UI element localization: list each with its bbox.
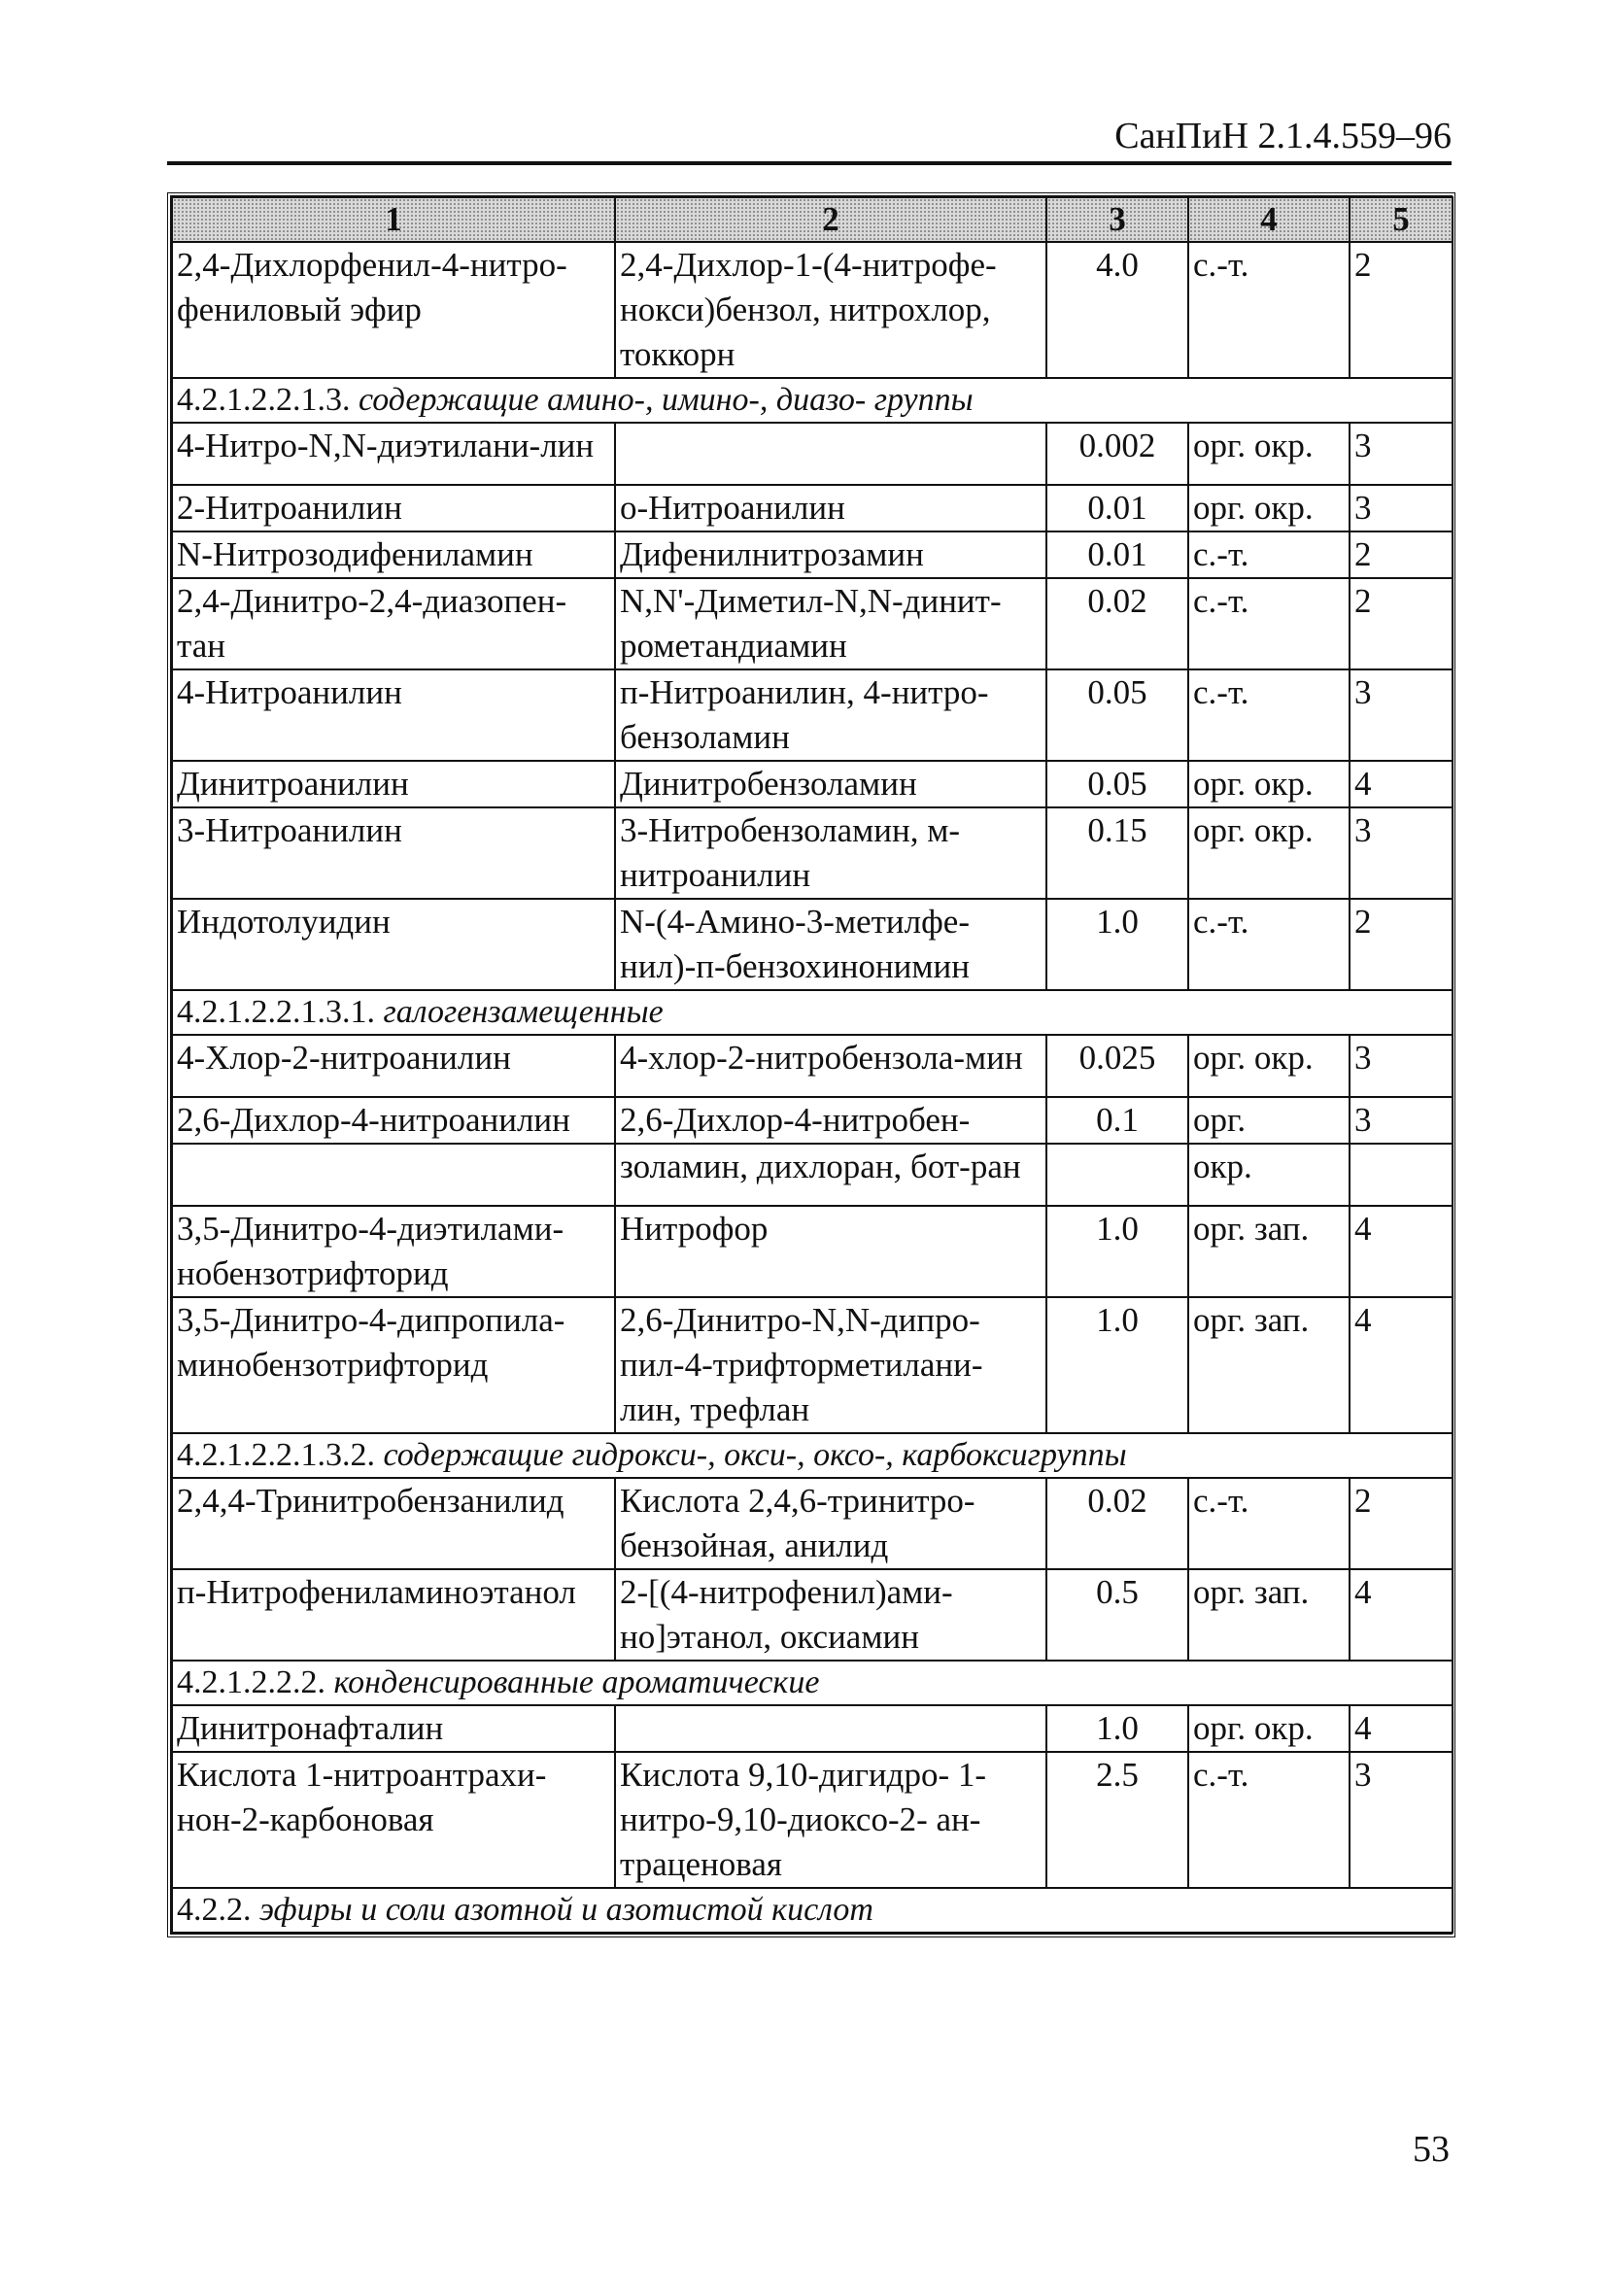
- page-header-doc-code: СанПиН 2.1.4.559–96: [1114, 116, 1452, 156]
- cell-mac-value: 0.01: [1046, 531, 1188, 578]
- table-row: [172, 1752, 1453, 1888]
- cell-synonyms: золамин, дихлоран, бот-ран: [615, 1144, 1046, 1206]
- cell-mac-value: 1.0: [1046, 899, 1188, 990]
- section-title: содержащие амино-, имино-, диазо- группы: [359, 382, 974, 418]
- cell-limiting-index: орг. зап.: [1188, 1206, 1350, 1297]
- cell-synonyms: Кислота 2,4,6-тринитро-бензойная, анилид: [615, 1478, 1046, 1569]
- column-number-1: 1: [172, 197, 615, 242]
- cell-hazard-class: 3: [1350, 1097, 1453, 1144]
- table-row: [172, 578, 1453, 669]
- section-number: 4.2.1.2.2.1.3.1.: [177, 994, 375, 1030]
- table-row: [172, 531, 1453, 578]
- column-number-2: 2: [615, 197, 1046, 242]
- cell-synonyms: [615, 1705, 1046, 1752]
- section-heading: [172, 378, 1453, 423]
- section-heading-row: [172, 990, 1453, 1035]
- cell-hazard-class: 2: [1350, 531, 1453, 578]
- cell-substance-name: п-Нитрофениламиноэтанол: [172, 1569, 615, 1661]
- table-row: [172, 669, 1453, 761]
- cell-limiting-index: орг.: [1188, 1097, 1350, 1144]
- cell-substance-name: 4-Хлор-2-нитроанилин: [172, 1035, 615, 1097]
- cell-hazard-class: 3: [1350, 485, 1453, 531]
- section-heading: [172, 1433, 1453, 1478]
- cell-mac-value: 0.1: [1046, 1097, 1188, 1144]
- cell-substance-name: Кислота 1-нитроантрахи-нон-2-карбоновая: [172, 1752, 615, 1888]
- table-row: [172, 761, 1453, 807]
- cell-limiting-index: с.-т.: [1188, 899, 1350, 990]
- column-number-3: 3: [1046, 197, 1188, 242]
- cell-substance-name: 2,4-Дихлорфенил-4-нитро-фениловый эфир: [172, 242, 615, 378]
- cell-hazard-class: 4: [1350, 1297, 1453, 1433]
- cell-limiting-index: с.-т.: [1188, 1478, 1350, 1569]
- section-number: 4.2.1.2.2.1.3.2.: [177, 1437, 375, 1473]
- section-title: эфиры и соли азотной и азотистой кислот: [259, 1892, 873, 1928]
- cell-synonyms: 3-Нитробензоламин, м-нитроанилин: [615, 807, 1046, 899]
- cell-hazard-class: 2: [1350, 242, 1453, 378]
- section-number: 4.2.2.: [177, 1892, 252, 1928]
- cell-hazard-class: 4: [1350, 1705, 1453, 1752]
- cell-hazard-class: 3: [1350, 423, 1453, 485]
- cell-mac-value: 2.5: [1046, 1752, 1188, 1888]
- cell-mac-value: 0.05: [1046, 761, 1188, 807]
- cell-synonyms: Дифенилнитрозамин: [615, 531, 1046, 578]
- cell-limiting-index: орг. окр.: [1188, 423, 1350, 485]
- cell-synonyms: о-Нитроанилин: [615, 485, 1046, 531]
- cell-mac-value: 0.025: [1046, 1035, 1188, 1097]
- section-heading: [172, 990, 1453, 1035]
- cell-hazard-class: 4: [1350, 1569, 1453, 1661]
- hygiene-norms-table: [167, 192, 1455, 1937]
- cell-limiting-index: орг. окр.: [1188, 761, 1350, 807]
- cell-substance-name: N-Нитрозодифениламин: [172, 531, 615, 578]
- cell-hazard-class: 2: [1350, 899, 1453, 990]
- cell-limiting-index: с.-т.: [1188, 669, 1350, 761]
- table-row: [172, 1478, 1453, 1569]
- cell-limiting-index: орг. окр.: [1188, 1705, 1350, 1752]
- table-row: [172, 1569, 1453, 1661]
- cell-limiting-index: с.-т.: [1188, 531, 1350, 578]
- table-row: [172, 899, 1453, 990]
- cell-mac-value: 1.0: [1046, 1705, 1188, 1752]
- section-heading-row: [172, 1888, 1453, 1933]
- cell-substance-name: 3,5-Динитро-4-дипропила-минобензотрифторид: [172, 1297, 615, 1433]
- section-number: 4.2.1.2.2.1.3.: [177, 382, 351, 418]
- cell-substance-name: Динитронафталин: [172, 1705, 615, 1752]
- cell-hazard-class: 3: [1350, 1035, 1453, 1097]
- section-number: 4.2.1.2.2.2.: [177, 1664, 325, 1700]
- cell-mac-value: 1.0: [1046, 1206, 1188, 1297]
- cell-limiting-index: окр.: [1188, 1144, 1350, 1206]
- column-number-row: [172, 197, 1453, 242]
- section-heading: [172, 1661, 1453, 1705]
- cell-mac-value: [1046, 1144, 1188, 1206]
- table-row: [172, 423, 1453, 485]
- cell-limiting-index: с.-т.: [1188, 578, 1350, 669]
- cell-limiting-index: орг. окр.: [1188, 807, 1350, 899]
- cell-substance-name: 2,6-Дихлор-4-нитроанилин: [172, 1097, 615, 1144]
- cell-mac-value: 0.002: [1046, 423, 1188, 485]
- cell-substance-name: [172, 1144, 615, 1206]
- cell-synonyms: 2,4-Дихлор-1-(4-нитрофе-нокси)бензол, нитрохлор, токкорн: [615, 242, 1046, 378]
- table-row: [172, 1297, 1453, 1433]
- section-title: галогензамещенные: [383, 994, 664, 1030]
- cell-synonyms: 2,6-Динитро-N,N-дипро-пил-4-трифторметилани-лин, трефлан: [615, 1297, 1046, 1433]
- section-title: содержащие гидрокси-, окси-, оксо-, карбоксигруппы: [383, 1437, 1127, 1473]
- cell-hazard-class: [1350, 1144, 1453, 1206]
- cell-mac-value: 0.02: [1046, 1478, 1188, 1569]
- cell-mac-value: 4.0: [1046, 242, 1188, 378]
- header-rule: [167, 161, 1452, 165]
- table-row: [172, 1144, 1453, 1206]
- cell-mac-value: 1.0: [1046, 1297, 1188, 1433]
- table-row: [172, 1097, 1453, 1144]
- cell-synonyms: Динитробензоламин: [615, 761, 1046, 807]
- cell-substance-name: 4-Нитроанилин: [172, 669, 615, 761]
- cell-hazard-class: 4: [1350, 1206, 1453, 1297]
- cell-substance-name: 4-Нитро-N,N-диэтилани-лин: [172, 423, 615, 485]
- cell-hazard-class: 2: [1350, 1478, 1453, 1569]
- cell-synonyms: N,N'-Диметил-N,N-динит-рометандиамин: [615, 578, 1046, 669]
- table-row: [172, 807, 1453, 899]
- cell-synonyms: п-Нитроанилин, 4-нитро-бензоламин: [615, 669, 1046, 761]
- cell-synonyms: 4-хлор-2-нитробензола-мин: [615, 1035, 1046, 1097]
- column-number-4: 4: [1188, 197, 1350, 242]
- cell-substance-name: Индотолуидин: [172, 899, 615, 990]
- cell-substance-name: 3,5-Динитро-4-диэтилами-нобензотрифторид: [172, 1206, 615, 1297]
- cell-limiting-index: орг. зап.: [1188, 1569, 1350, 1661]
- table-row: [172, 1035, 1453, 1097]
- section-heading-row: [172, 1661, 1453, 1705]
- cell-limiting-index: орг. зап.: [1188, 1297, 1350, 1433]
- cell-hazard-class: 3: [1350, 1752, 1453, 1888]
- cell-substance-name: 2,4,4-Тринитробензанилид: [172, 1478, 615, 1569]
- cell-synonyms: N-(4-Амино-3-метилфе-нил)-п-бензохинонимин: [615, 899, 1046, 990]
- section-heading: [172, 1888, 1453, 1933]
- cell-limiting-index: с.-т.: [1188, 1752, 1350, 1888]
- cell-hazard-class: 2: [1350, 578, 1453, 669]
- table-row: [172, 1206, 1453, 1297]
- column-number-5: 5: [1350, 197, 1453, 242]
- cell-hazard-class: 3: [1350, 807, 1453, 899]
- cell-substance-name: 2-Нитроанилин: [172, 485, 615, 531]
- cell-substance-name: Динитроанилин: [172, 761, 615, 807]
- cell-mac-value: 0.5: [1046, 1569, 1188, 1661]
- cell-synonyms: Кислота 9,10-дигидро- 1-нитро-9,10-диоксо-2- ан-траценовая: [615, 1752, 1046, 1888]
- cell-hazard-class: 3: [1350, 669, 1453, 761]
- cell-limiting-index: с.-т.: [1188, 242, 1350, 378]
- cell-limiting-index: орг. окр.: [1188, 485, 1350, 531]
- cell-mac-value: 0.01: [1046, 485, 1188, 531]
- cell-mac-value: 0.02: [1046, 578, 1188, 669]
- table-row: [172, 1705, 1453, 1752]
- cell-substance-name: 2,4-Динитро-2,4-диазопен-тан: [172, 578, 615, 669]
- table-row: [172, 242, 1453, 378]
- cell-synonyms: Нитрофор: [615, 1206, 1046, 1297]
- cell-limiting-index: орг. окр.: [1188, 1035, 1350, 1097]
- section-heading-row: [172, 378, 1453, 423]
- cell-substance-name: 3-Нитроанилин: [172, 807, 615, 899]
- cell-synonyms: 2-[(4-нитрофенил)ами-но]этанол, оксиамин: [615, 1569, 1046, 1661]
- page-number: 53: [1413, 2129, 1450, 2170]
- cell-synonyms: [615, 423, 1046, 485]
- cell-mac-value: 0.05: [1046, 669, 1188, 761]
- section-heading-row: [172, 1433, 1453, 1478]
- cell-mac-value: 0.15: [1046, 807, 1188, 899]
- cell-hazard-class: 4: [1350, 761, 1453, 807]
- section-title: конденсированные ароматические: [333, 1664, 820, 1700]
- table-row: [172, 485, 1453, 531]
- cell-synonyms: 2,6-Дихлор-4-нитробен-: [615, 1097, 1046, 1144]
